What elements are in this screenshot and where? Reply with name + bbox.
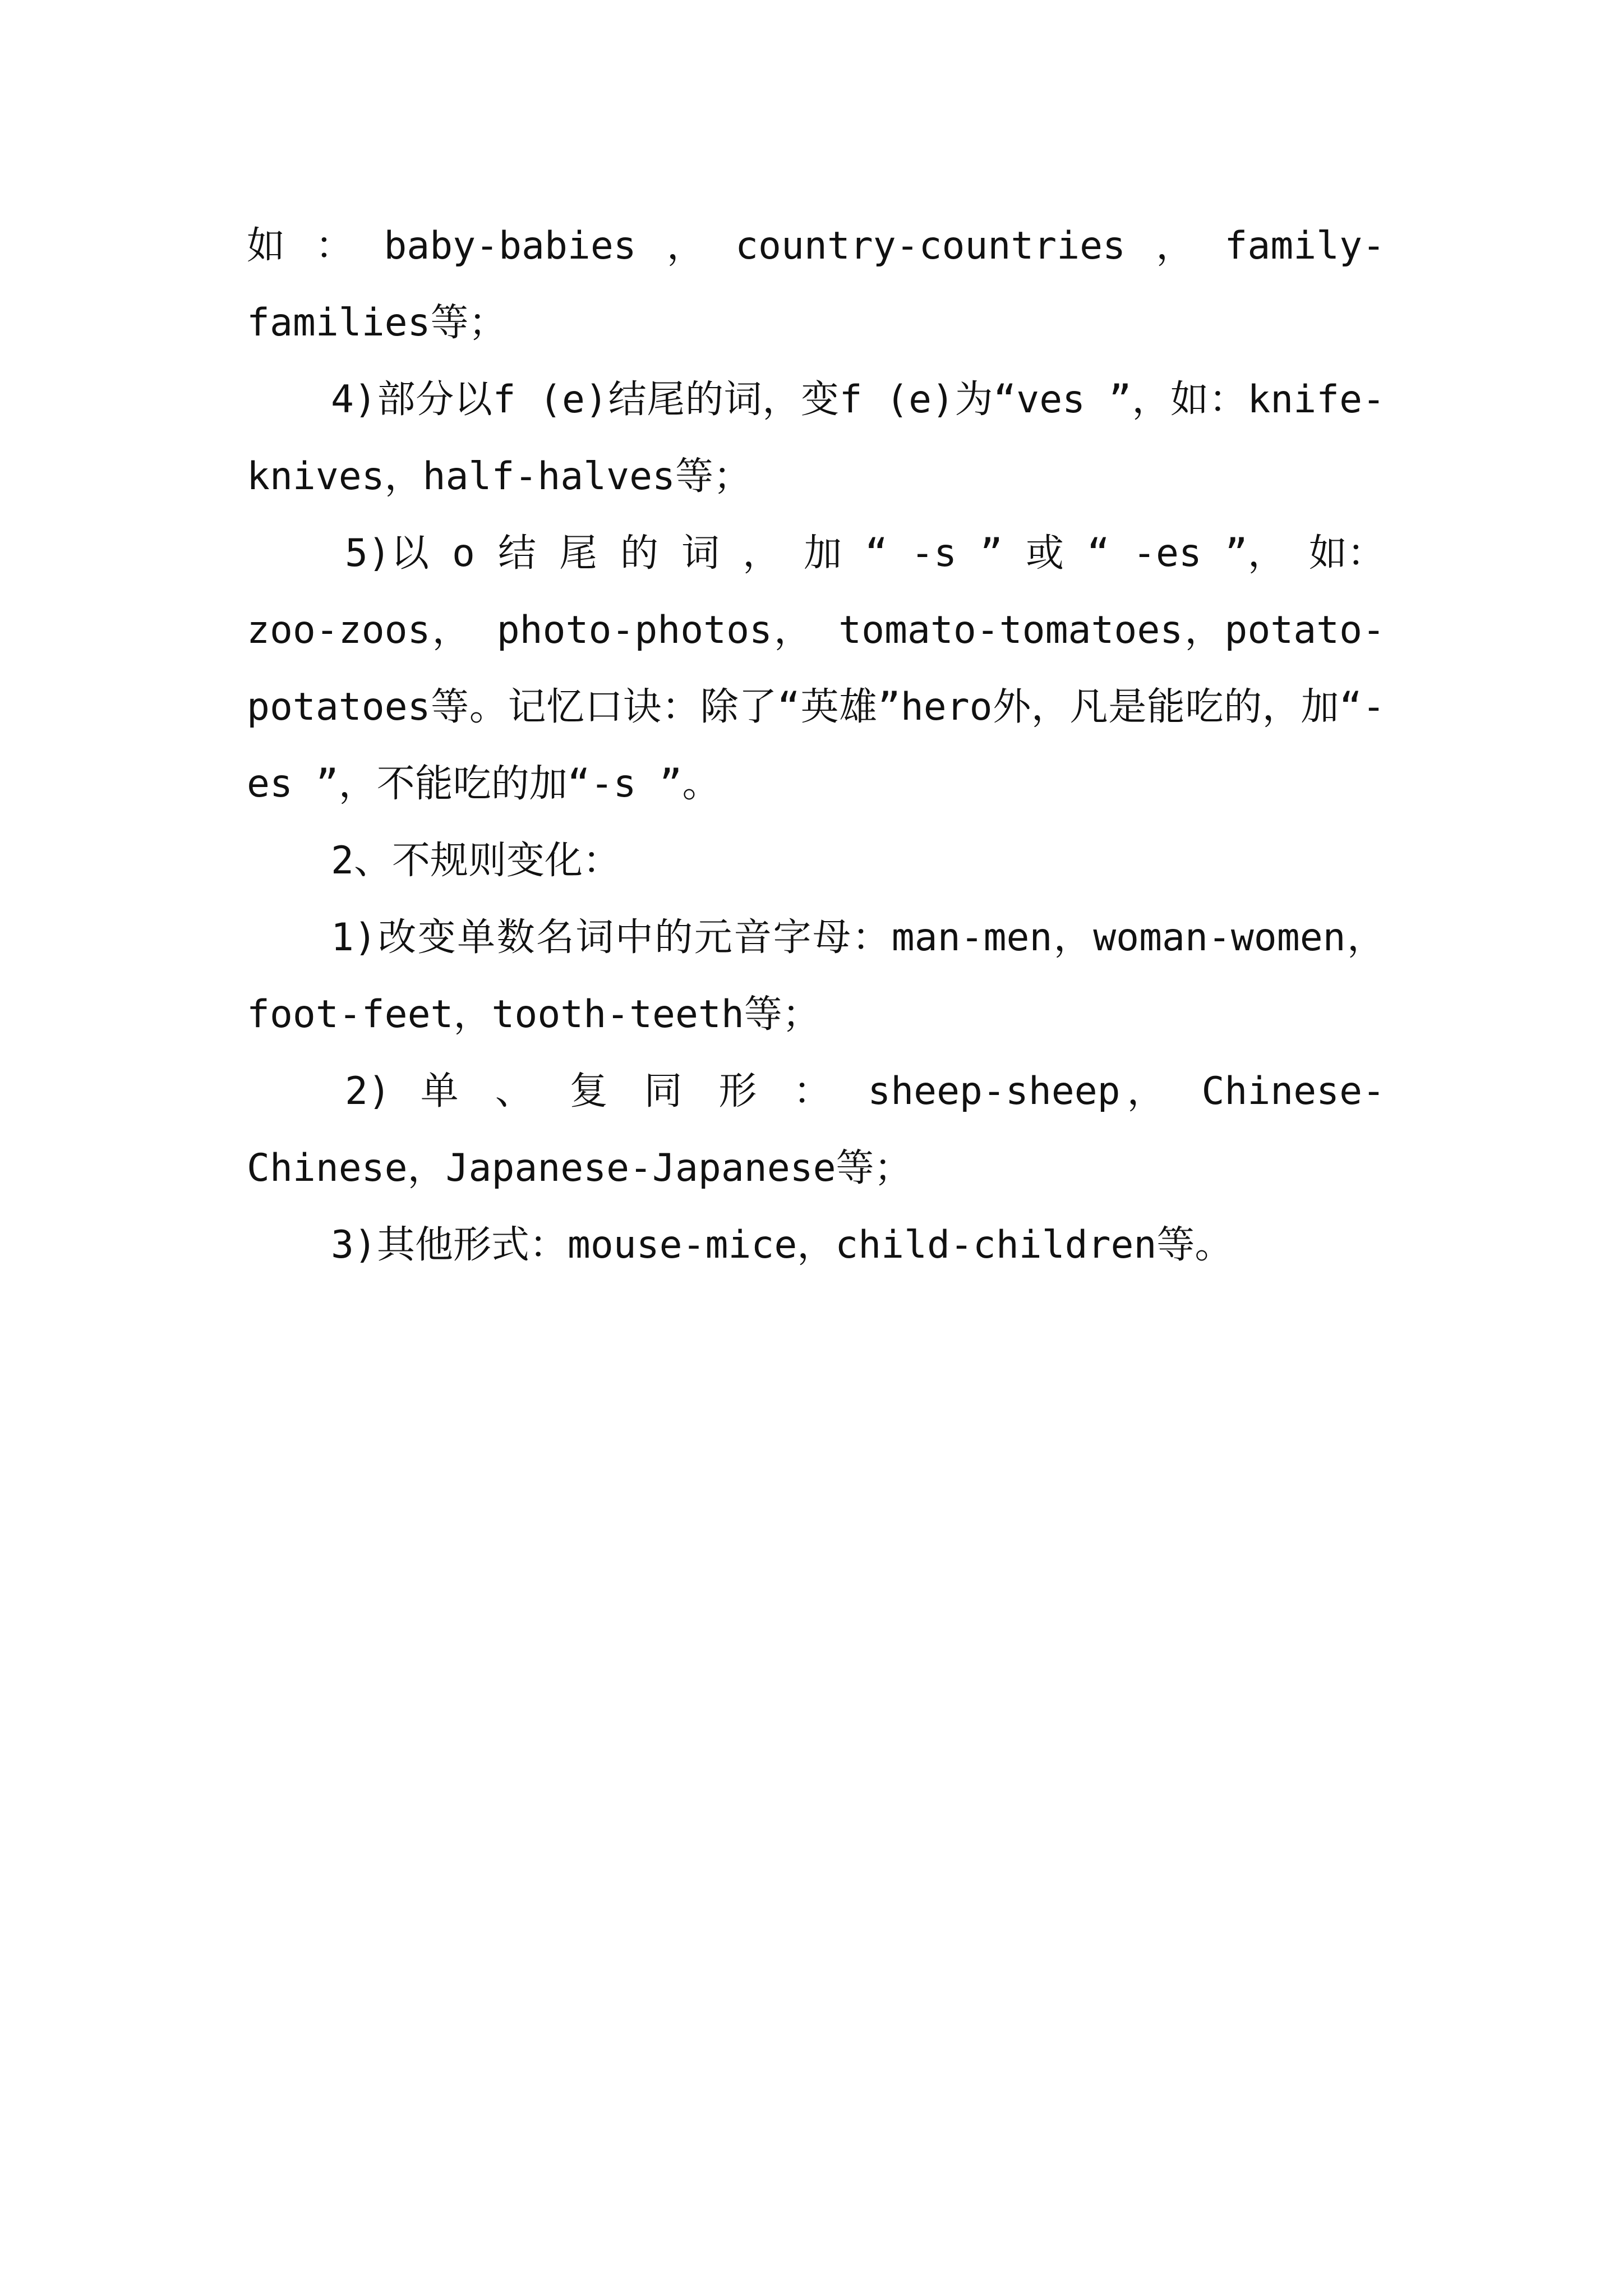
paragraph-irregular-1-vowel-change: 1)改变单数名词中的元音字母：man-men，woman-women，foot-feet，tooth-teeth等； (247, 915, 1385, 1037)
paragraph-rule-5-o-ending: 5)以 o 结 尾 的 词 ， 加 “ -s ” 或 “ -es ”， 如：zoo-zoos， photo-photos， tomato-tomatoes，potato-potatoes等。记忆口诀：除了“英雄”hero外，凡是能吃的，加“-es ”，不能吃的加“-s ”。 (247, 531, 1385, 806)
paragraph-irregular-3-other-forms: 3)其他形式：mouse-mice，child-children等。 (331, 1223, 1233, 1267)
paragraph-irregular-2-same-form: 2) 单 、 复 同 形 ： sheep-sheep， Chinese-Chinese，Japanese-Japanese等； (247, 1069, 1385, 1190)
document-body (247, 208, 1385, 1283)
paragraph-rule-4-f-ending: 4)部分以f (e)结尾的词，变f (e)为“ves ”，如：knife-knives，half-halves等； (247, 378, 1385, 499)
section-heading-irregular: 2、不规则变化： (331, 839, 621, 883)
paragraph-plural-y-examples: 如：baby-babies，country-countries，family-families等； (247, 224, 1385, 345)
